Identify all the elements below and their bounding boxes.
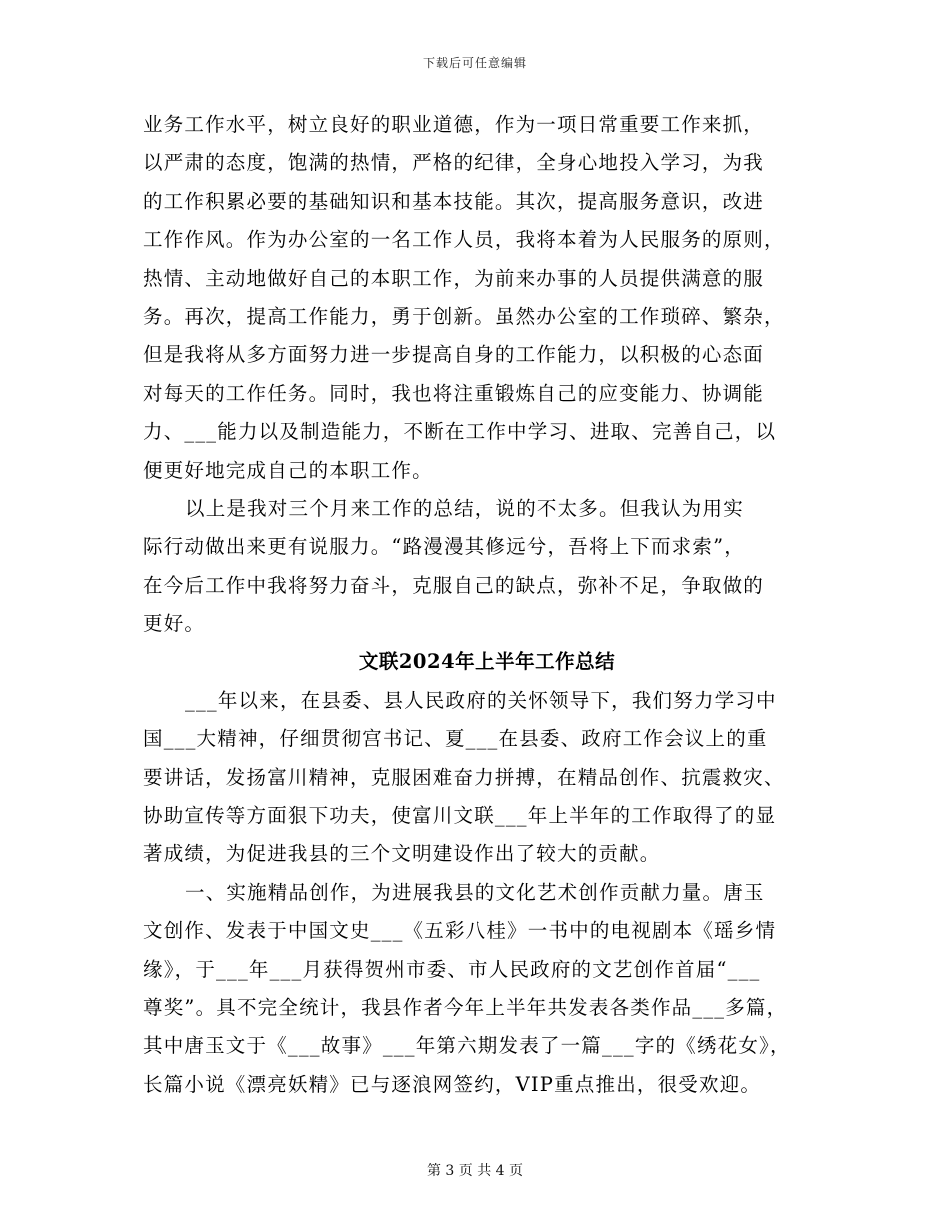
section-title: 文联2024年上半年工作总结 — [358, 650, 616, 674]
text-line: 协助宣传等方面狠下功夫，使富川文联___年上半年的工作取得了的显 — [143, 804, 777, 828]
text-line: 工作作风。作为办公室的一名工作人员，我将本着为人民服务的原则， — [143, 228, 785, 252]
document-body — [143, 106, 811, 1104]
text-line: 长篇小说《漂亮妖精》已与逐浪网签约，VIP重点推出，很受欢迎。 — [143, 1072, 762, 1096]
text-line: 以严肃的态度，饱满的热情，严格的纪律，全身心地投入学习，为我 — [143, 151, 765, 175]
text-line: 对每天的工作任务。同时，我也将注重锻炼自己的应变能力、协调能 — [143, 381, 765, 405]
text-line: 缘》，于___年___月获得贺州市委、市人民政府的文艺创作首届“___ — [143, 957, 761, 981]
text-line: 要讲话，发扬富川精神，克服困难奋力拼搏，在精品创作、抗震救灾、 — [143, 765, 785, 789]
text-line: 但是我将从多方面努力进一步提高自身的工作能力，以积极的心态面 — [143, 343, 765, 367]
paragraph-start-line: 一、实施精品创作，为进展我县的文化艺术创作贡献力量。唐玉 — [185, 880, 765, 904]
text-line: 更好。 — [143, 612, 206, 636]
paragraph-start-line: ___年以来，在县委、县人民政府的关怀领导下，我们努力学习中 — [185, 688, 777, 712]
text-line: 文创作、发表于中国文史___《五彩八桂》一书中的电视剧本《瑶乡情 — [143, 919, 777, 943]
text-line: 尊奖”。具不完全统计，我县作者今年上半年共发表各类作品___多篇， — [143, 995, 788, 1019]
text-line: 著成绩，为促进我县的三个文明建设作出了较大的贡献。 — [143, 842, 661, 866]
text-line: 热情、主动地做好自己的本职工作，为前来办事的人员提供满意的服 — [143, 266, 765, 290]
paragraph-start-line: 以上是我对三个月来工作的总结，说的不太多。但我认为用实 — [185, 496, 744, 520]
text-line: 的工作积累必要的基础知识和基本技能。其次，提高服务意识，改进 — [143, 189, 765, 213]
text-line: 务。再次，提高工作能力，勇于创新。虽然办公室的工作琐碎、繁杂， — [143, 304, 785, 328]
text-line: 其中唐玉文于《___故事》___年第六期发表了一篇___字的《绣花女》， — [143, 1034, 791, 1058]
text-line: 便更好地完成自己的本职工作。 — [143, 458, 433, 482]
text-line: 在今后工作中我将努力奋斗，克服自己的缺点，弥补不足，争取做的 — [143, 573, 765, 597]
page-header: 下载后可任意编辑 — [422, 56, 527, 70]
text-line: 业务工作水平，树立良好的职业道德，作为一项日常重要工作来抓， — [143, 113, 765, 136]
text-line: 际行动做出来更有说服力。“路漫漫其修远兮，吾将上下而求索”， — [143, 535, 745, 559]
page-footer: 第 3 页 共 4 页 — [426, 1163, 524, 1179]
text-line: 国___大精神，仔细贯彻宫书记、夏___在县委、政府工作会议上的重 — [143, 727, 768, 751]
text-line: 力、___能力以及制造能力，不断在工作中学习、进取、完善自己，以 — [143, 420, 777, 444]
